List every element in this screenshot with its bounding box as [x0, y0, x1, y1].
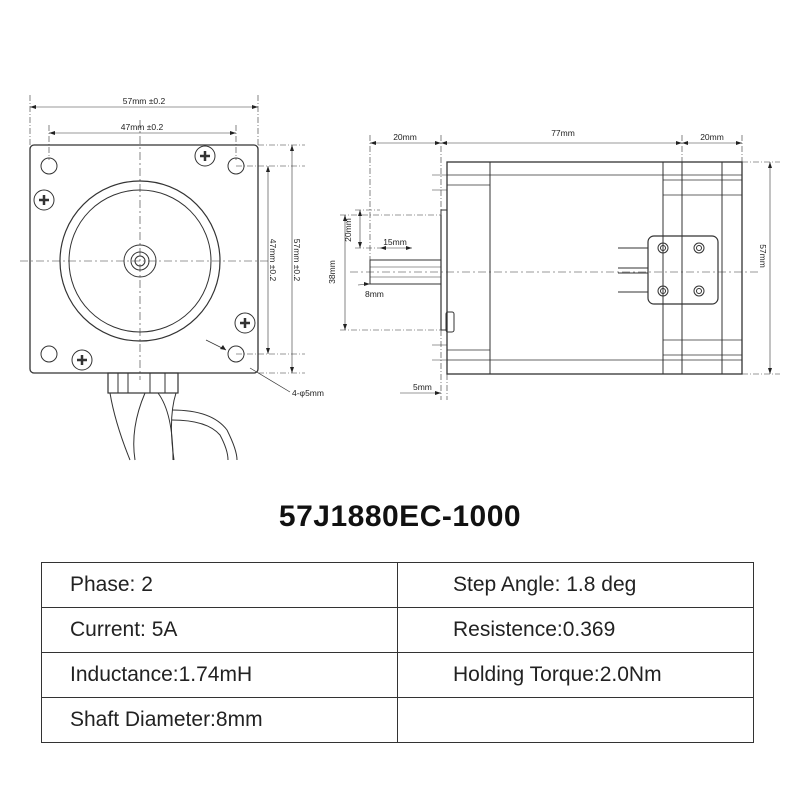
table-row	[42, 653, 754, 698]
front-width-outer-label: 57mm ±0.2	[122, 96, 166, 106]
spec-phase: Phase: 2	[42, 563, 398, 608]
table-row	[42, 698, 754, 743]
holes-label: 4-φ5mm	[292, 388, 324, 398]
shaft-length-label: 20mm	[393, 132, 417, 142]
screw-icon	[235, 313, 255, 333]
spec-table	[41, 562, 754, 743]
boss-diameter-label: 38mm	[327, 260, 337, 284]
shaft-diameter-label: 8mm	[365, 289, 384, 299]
screw-icon	[34, 190, 54, 210]
front-height-inner-label: 47mm ±0.2	[268, 238, 278, 282]
spec-step-angle: Step Angle: 1.8 deg	[398, 563, 754, 608]
screw-icon	[72, 350, 92, 370]
front-height-outer-label: 57mm ±0.2	[292, 238, 302, 282]
spec-holding-torque: Holding Torque:2.0Nm	[398, 653, 754, 698]
side-view	[340, 135, 780, 400]
body-length-label: 77mm	[551, 128, 575, 138]
boss-height-label: 20mm	[343, 218, 353, 242]
screw-icon	[195, 146, 215, 166]
rear-length-label: 20mm	[700, 132, 724, 142]
spec-inductance: Inductance:1.74mH	[42, 653, 398, 698]
spec-current: Current: 5A	[42, 608, 398, 653]
table-row	[42, 608, 754, 653]
front-view	[20, 95, 305, 460]
front-width-inner-label: 47mm ±0.2	[120, 122, 164, 132]
spec-shaft-diameter: Shaft Diameter:8mm	[42, 698, 398, 743]
shaft-flat-label: 15mm	[383, 237, 407, 247]
side-view-arrows	[343, 141, 772, 395]
spec-resistance: Resistence:0.369	[398, 608, 754, 653]
spec-empty-cell	[398, 698, 754, 743]
table-row	[42, 563, 754, 608]
body-height-label: 57mm	[758, 244, 768, 268]
model-title: 57J1880EC-1000	[278, 500, 522, 533]
flange-label: 5mm	[413, 382, 432, 392]
